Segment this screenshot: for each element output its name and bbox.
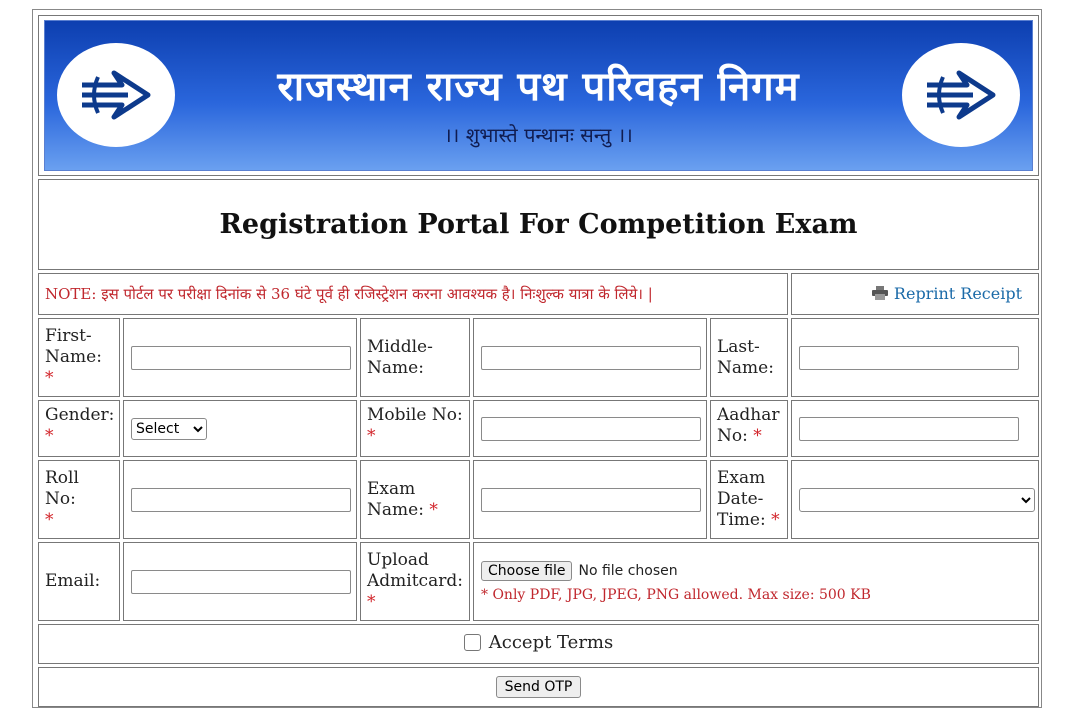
required-marker: * [45, 510, 54, 530]
upload-admitcard-label: Upload Admitcard: [367, 550, 463, 591]
roll-no-field-cell [123, 460, 357, 539]
email-field-cell [123, 542, 357, 621]
choose-file-button[interactable]: Choose file [481, 561, 572, 581]
required-marker: * [45, 368, 54, 388]
required-marker: * [367, 426, 376, 446]
first-name-label: First-Name: [45, 326, 102, 367]
mobile-label: Mobile No: [367, 405, 463, 425]
aadhar-input[interactable] [799, 417, 1019, 441]
last-name-field-cell [791, 318, 1039, 397]
gender-label-cell [38, 400, 120, 457]
exam-datetime-field-cell [791, 460, 1039, 539]
upload-field-cell [473, 542, 1039, 621]
reprint-cell [791, 273, 1039, 315]
first-name-input[interactable] [131, 346, 351, 370]
middle-name-label: Middle-Name: [367, 336, 433, 378]
gender-field-cell [123, 400, 357, 457]
heading-cell [38, 179, 1039, 270]
aadhar-label: Aadhar No: [717, 405, 780, 446]
roll-no-label: Roll No: [45, 468, 79, 509]
roll-no-input[interactable] [131, 488, 351, 512]
aadhar-label-cell [710, 400, 788, 457]
accept-terms-checkbox[interactable] [464, 634, 481, 651]
mobile-field-cell [473, 400, 707, 457]
aadhar-field-cell [791, 400, 1039, 457]
exam-name-label-cell [360, 460, 470, 539]
otp-cell [38, 667, 1039, 707]
banner-title: राजस्थान राज्य पथ परिवहन निगम [277, 64, 800, 110]
terms-cell [38, 624, 1039, 664]
required-marker: * [45, 426, 54, 446]
page-title: Registration Portal For Competition Exam [219, 209, 858, 240]
file-upload-row [481, 561, 1031, 581]
required-marker: * [367, 592, 376, 612]
registration-form-container [32, 9, 1042, 708]
middle-name-input[interactable] [481, 346, 701, 370]
upload-label-cell [360, 542, 470, 621]
first-name-label-cell [38, 318, 120, 397]
rsrtc-logo-right-icon [902, 43, 1020, 147]
reprint-receipt-label: Reprint Receipt [893, 283, 1022, 303]
banner [44, 20, 1033, 171]
last-name-label-cell [710, 318, 788, 397]
exam-name-field-cell [473, 460, 707, 539]
exam-datetime-label-cell [710, 460, 788, 539]
gender-select[interactable] [131, 418, 207, 440]
reprint-receipt-link[interactable] [872, 284, 1022, 303]
mobile-label-cell [360, 400, 470, 457]
file-status: No file chosen [578, 562, 678, 579]
banner-cell [38, 15, 1039, 176]
note-cell [38, 273, 788, 315]
exam-name-label: Exam Name: [367, 478, 424, 520]
first-name-field-cell [123, 318, 357, 397]
accept-terms-label[interactable] [464, 632, 613, 653]
gender-label: Gender: [45, 405, 115, 425]
email-input[interactable] [131, 570, 351, 594]
banner-motto: ।। शुभास्ते पन्थानः सन्तु ।। [444, 123, 633, 147]
email-label-cell [38, 542, 120, 621]
registration-table [35, 12, 1042, 710]
file-upload-hint: * Only PDF, JPG, JPEG, PNG allowed. Max size: 500 KB [481, 586, 871, 603]
accept-terms-text: Accept Terms [488, 632, 614, 653]
roll-no-label-cell [38, 460, 120, 539]
middle-name-label-cell [360, 318, 470, 397]
exam-name-input[interactable] [481, 488, 701, 512]
registration-note: NOTE: इस पोर्टल पर परीक्षा दिनांक से 36 घंटे पूर्व ही रजिस्ट्रेशन करना आवश्यक है। निःशुल्क यात्रा के लिये। | [45, 285, 653, 303]
exam-datetime-select[interactable] [799, 488, 1035, 512]
middle-name-field-cell [473, 318, 707, 397]
required-marker: * [753, 426, 762, 446]
exam-datetime-label: Exam Date-Time: [717, 468, 766, 530]
required-marker: * [771, 510, 780, 530]
last-name-label: Last-Name: [717, 336, 774, 378]
mobile-input[interactable] [481, 417, 701, 441]
email-label: Email: [45, 571, 101, 591]
last-name-input[interactable] [799, 346, 1019, 370]
printer-icon [872, 286, 888, 300]
send-otp-button[interactable]: Send OTP [496, 676, 582, 698]
required-marker: * [429, 499, 438, 520]
